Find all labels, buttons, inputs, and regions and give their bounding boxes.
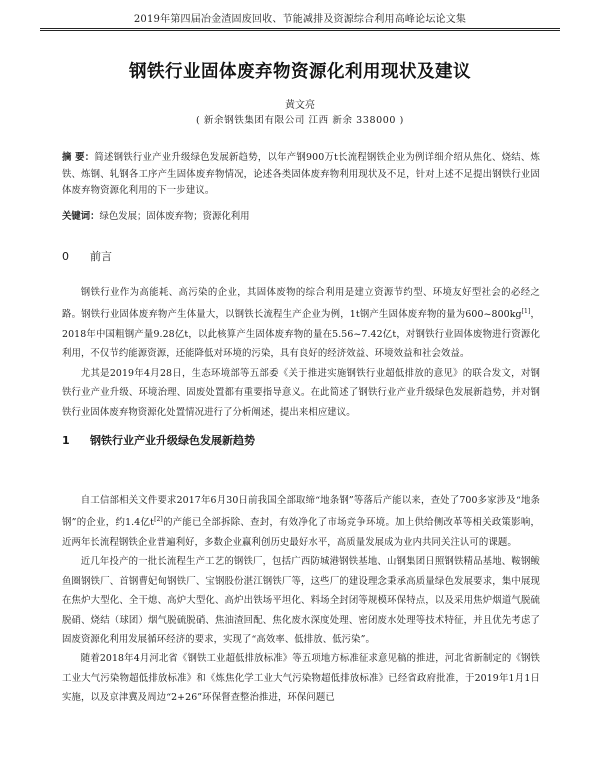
citation: [1] — [521, 308, 531, 316]
paragraph-text: ，2018年中国粗钢产量9.28亿t，以此核算产生固体废弃物的量在5.56~7.42亿t，对钢铁行业固体废物进行资源化利用，不仅节约能源资源，还能降低对环境的污染，具有良好的经济效益、环境效益和社会效益。 — [62, 309, 540, 360]
section-0-heading — [62, 248, 112, 264]
paragraph-text: 的产能已全部拆除、查封，有效净化了市场竞争环境。加上供给侧改革等相关政策影响，近两年长流程钢铁企业普遍利好，多数企业赢利创历史最好水平，高质量发展成为业内共同关注认可的课题。 — [62, 517, 541, 548]
keywords-text: 绿色发展；固体废弃物；资源化利用 — [99, 211, 250, 222]
paragraph — [62, 491, 540, 552]
paragraph: 近几年投产的一批长流程生产工艺的钢铁厂，包括广西防城港钢铁基地、山钢集团日照钢铁精品基地、鞍钢鲅鱼圈钢铁厂、首钢曹妃甸钢铁厂、宝钢股份湛江钢铁厂等，这些厂的建设理念秉承高质量绿色发展要求，集中展现在焦炉大型化、全干熄、高炉大型化、高炉出铁场平坦化、料场全封闭等规模环保特点，以及采用焦炉烟道气脱硫脱硝、烧结（球团）烟气脱硫脱硝、焦油渣回配、焦化废水深度处理、密闭废水处理等技术特征，并且优先考虑了固废资源化利用发展循环经济的要求，实现了“高效率、低排放、低污染”。 — [62, 556, 540, 645]
abstract-label: 摘 要： — [62, 152, 95, 163]
header-rule — [40, 28, 560, 29]
paragraph — [62, 283, 540, 364]
running-header: 2019年第四届冶金渣固废回收、节能减排及资源综合利用高峰论坛论文集 — [133, 14, 467, 25]
section-0-body — [62, 283, 540, 422]
section-1-number: 1 — [62, 434, 70, 447]
paragraph-text: 自工信部相关文件要求2017年6月30日前我国全部取缔“地条钢”等落后产能以来，查处了700多家涉及“地条钢”的企业，约1.4亿t — [62, 495, 540, 529]
affiliation: ( 新余钢铁集团有限公司 江西 新余 338000 ) — [196, 115, 404, 126]
abstract — [62, 150, 540, 200]
keywords-label: 关键词： — [62, 211, 100, 222]
paper-title: 钢铁行业固体废弃物资源化利用现状及建议 — [129, 62, 471, 82]
citation: [2] — [154, 516, 163, 524]
section-1-heading — [62, 432, 255, 448]
abstract-text: 简述钢铁行业产业升级绿色发展新趋势，以年产钢900万t长流程钢铁企业为例详细介绍从焦化、烧结、炼铁、炼钢、轧钢各工序产生固体废弃物情况，论述各类固体废弃物利用现状及不足，针对上述不足提出钢铁行业固体废弃物资源化利用的下一步建议。 — [62, 152, 540, 197]
paragraph-text: 钢铁行业作为高能耗、高污染的企业，其固体废物的综合利用是建立资源节约型、环境友好型社会的必经之路。钢铁行业固体废弃物产生体量大，以钢铁长流程生产企业为例，1t钢产生固体废弃物的量为600~800kg — [62, 287, 540, 321]
section-1-title: 钢铁行业产业升级绿色发展新趋势 — [90, 434, 255, 447]
section-1-body — [62, 491, 540, 708]
keywords — [62, 208, 540, 222]
paragraph: 随着2018年4月河北省《钢铁工业超低排放标准》等五项地方标准征求意见稿的推进，河北省新制定的《钢铁工业大气污染物超低排放标准》和《炼焦化学工业大气污染物超低排放标准》已经省政府批准，于2019年1月1日实施，以及京津冀及周边“2+26”环保督查整治推进，环保问题已 — [62, 653, 540, 704]
section-0-title: 前言 — [90, 250, 112, 263]
author: 黄文亮 — [285, 100, 315, 111]
paragraph: 尤其是2019年4月28日，生态环境部等五部委《关于推进实施钢铁行业超低排放的意见》的联合发文，对钢铁行业产业升级、环境治理、固废处置都有重要指导意义。在此简述了钢铁行业产业升级绿色发展新趋势，并对钢铁行业固体废弃物资源化处置情况进行了分析阐述，提出来相应建议。 — [62, 367, 540, 418]
header-rule-thin — [40, 30, 560, 31]
section-0-number: 0 — [62, 250, 69, 263]
